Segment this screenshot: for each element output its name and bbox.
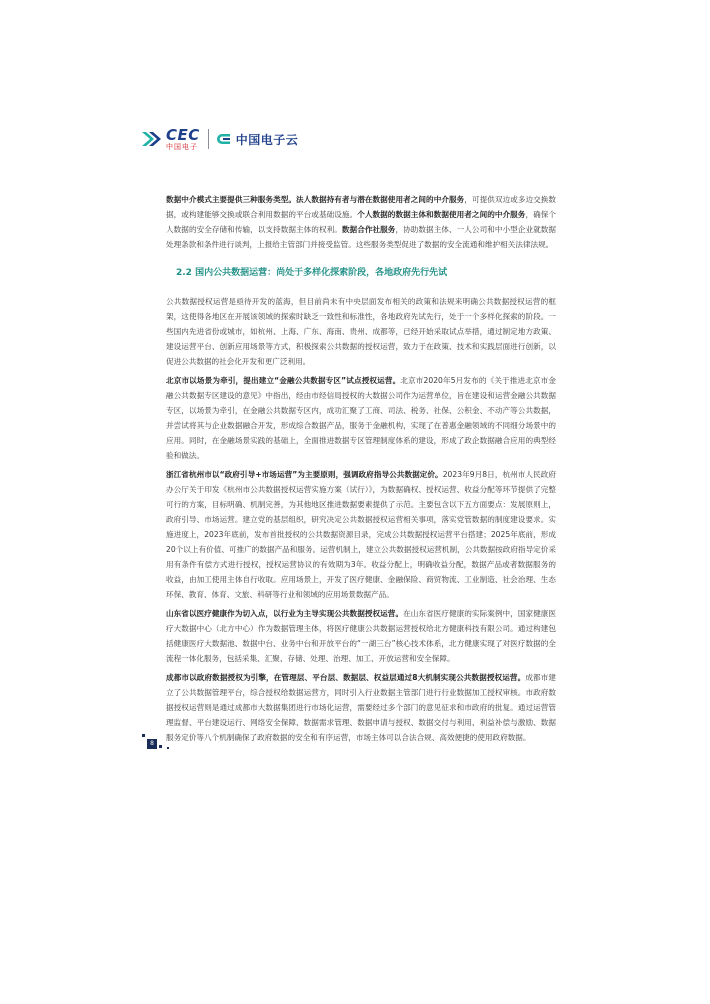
article-body — [166, 192, 556, 749]
text-run: 公共数据授权运营是亟待开发的蓝海，但目前尚未有中央层面发布相关的政策和法规来明确公共数据授权运营的框架，这使得各地区在开展该领域的探索时缺乏一致性和标准性，各地政府先试先行，处于一个多样化探索的阶段。一些国内先进省份或城市，如杭州、上海、广东、海南、贵州、成都等，已经开始采取试点举措，通过制定地方政策、建设运营平台、创新应用场景等方式，积极探索公共数据的授权运营，致力于在政策、技术和实践层面进行创新，以促进公共数据的社会化开发和更广泛利用。 — [166, 297, 556, 366]
section-heading: 2.2 国内公共数据运营：尚处于多样化探索阶段，各地政府先行先试 — [176, 268, 448, 278]
cloud-brand-name: 中国电子云 — [235, 132, 299, 147]
text-run: ，协助数据主体、一人公司和中小型企业就数据处理条款和条件进行谈判，上报给主管部门并接受监管。这些服务类型促进了数据的安全流通和维护相关法律法规。 — [166, 225, 557, 249]
bold-run: 数据中介模式主要提供三种服务类型。 — [166, 195, 297, 204]
cloud-logo-icon — [217, 132, 233, 146]
paragraph-overview — [166, 294, 556, 369]
cec-logo-text: CEC — [166, 125, 200, 144]
bold-run: 法人数据持有者与潜在数据使用者之间的中介服务 — [296, 195, 465, 204]
chevron-logo-icon — [140, 128, 162, 150]
page-number-decoration — [140, 733, 180, 753]
bold-run: 浙江省杭州市以“政府引导+市场运营”为主要原则，强调政府指导公共数据定价。 — [166, 470, 443, 479]
deco-dot — [159, 745, 162, 748]
bold-run: 个人数据的数据主体和数据使用者之间的中介服务 — [357, 210, 526, 219]
cec-logo — [166, 125, 200, 151]
paragraph-data-intermediary — [166, 192, 556, 252]
text-run: 2023年9月8日，杭州市人民政府办公厅关于印发《杭州市公共数据授权运营实施方案（试行）》，为数据确权、授权运营、收益分配等环节提供了完整可行的方案，目标明确、机制完善，为其他地区推进数据要素提供了示范。主要包含以下五方面要点：发展原则上，政府引导、市场运营。建立党的基层组织，研究决定公共数据授权运营相关事项，落实党管数据的制度建设要求。实施进度上，2023年底前，发布首批授权的公共数据资源目录，完成公共数据授权运营平台搭建；2025年底前，形成20个以上有价值、可推广的数据产品和服务。运营机制上，建立公共数据授权运营机制，公共数据按政府指导定价采用有条件有偿方式进行授权，授权运营协议的有效期为3年。收益分配上，明确收益分配，数据产品或者数据服务的收益，由加工使用主体自行收取。应用场景上，开发了医疗健康、金融保险、商贸物流、工业制造、社会治理、生态环保、教育、体育、文旅、科研等行业和领域的应用场景数据产品。 — [166, 470, 556, 599]
paragraph-shandong — [166, 606, 556, 666]
text-run: ，确保个人数据的安全存储和传输，以支持数据主体的权利。 — [166, 210, 557, 234]
text-run: 北京市2020年5月发布的《关于推进北京市金融公共数据专区建设的意见》中指出，经由市经信局授权的大数据公司作为运营单位，旨在建设和运营金融公共数据专区，以场景为牵引，在金融公共数据专区内，成功汇聚了工商、司法、税务、社保、公积金、不动产等公共数据，并尝试将其与企业数据融合开发，形成综合数据产品，服务于金融机构，实现了在普惠金融领域的不同细分场景中的应用。同时，在金融场景实践的基础上，全面推进数据专区管理制度体系的建设，形成了政企数据融合应用的典型经验和做法。 — [166, 376, 556, 460]
page-number: 8 — [147, 739, 157, 749]
bold-run: 北京市以场景为牵引，提出建立“金融公共数据专区”试点授权运营。 — [166, 376, 401, 385]
deco-dot — [142, 734, 145, 737]
page-header — [140, 126, 298, 152]
bold-run: 数据合作社服务 — [341, 225, 396, 234]
text-run: 成都市建立了公共数据管理平台，综合授权给数据运营方，同时引入行业数据主管部门进行行业数据加工授权审核。市政府数据授权运营则是通过成都市大数据集团进行市场化运营，需要经过多个部门的意见征求和市政府的批复。通过运营管理监督、平台建设运行、网络安全保障、数据需求管理、数据申请与授权、数据交付与利用、利益补偿与激励、数据服务定价等八个机制确保了政府数据的安全和有序运营，市场主体可以合法合规、高效便捷的使用政府数据。 — [166, 673, 557, 742]
text-run: ，可提供双边或多边交换数据，或构建能够交换或联合利用数据的平台或基础设施。 — [166, 195, 557, 219]
logo-divider — [208, 129, 209, 149]
paragraph-hangzhou — [166, 467, 556, 602]
bold-run: 山东省以医疗健康作为切入点，以行业为主导实现公共数据授权运营。 — [166, 609, 404, 618]
deco-dot — [167, 747, 169, 749]
paragraph-chengdu — [166, 670, 556, 745]
text-run: 在山东省医疗健康的实际案例中，国家健康医疗大数据中心（北方中心）作为数据管理主体，将医疗健康公共数据运营授权给北方健康科技有限公司。通过构建包括健康医疗大数据池、数据中台、业务中台和开放平台的“一湖三台”核心技术体系，北方健康实现了对医疗数据的全流程一体化服务，包括采集、汇聚、存储、处理、治理、加工、开放运营和安全保障。 — [166, 609, 556, 663]
bold-run: 成都市以政府数据授权为引擎，在管理层、平台层、数据层、权益层通过8大机制实现公共数据授权运营。 — [166, 673, 526, 682]
cec-logo-subtext: 中国电子 — [166, 142, 198, 151]
paragraph-beijing — [166, 373, 556, 463]
